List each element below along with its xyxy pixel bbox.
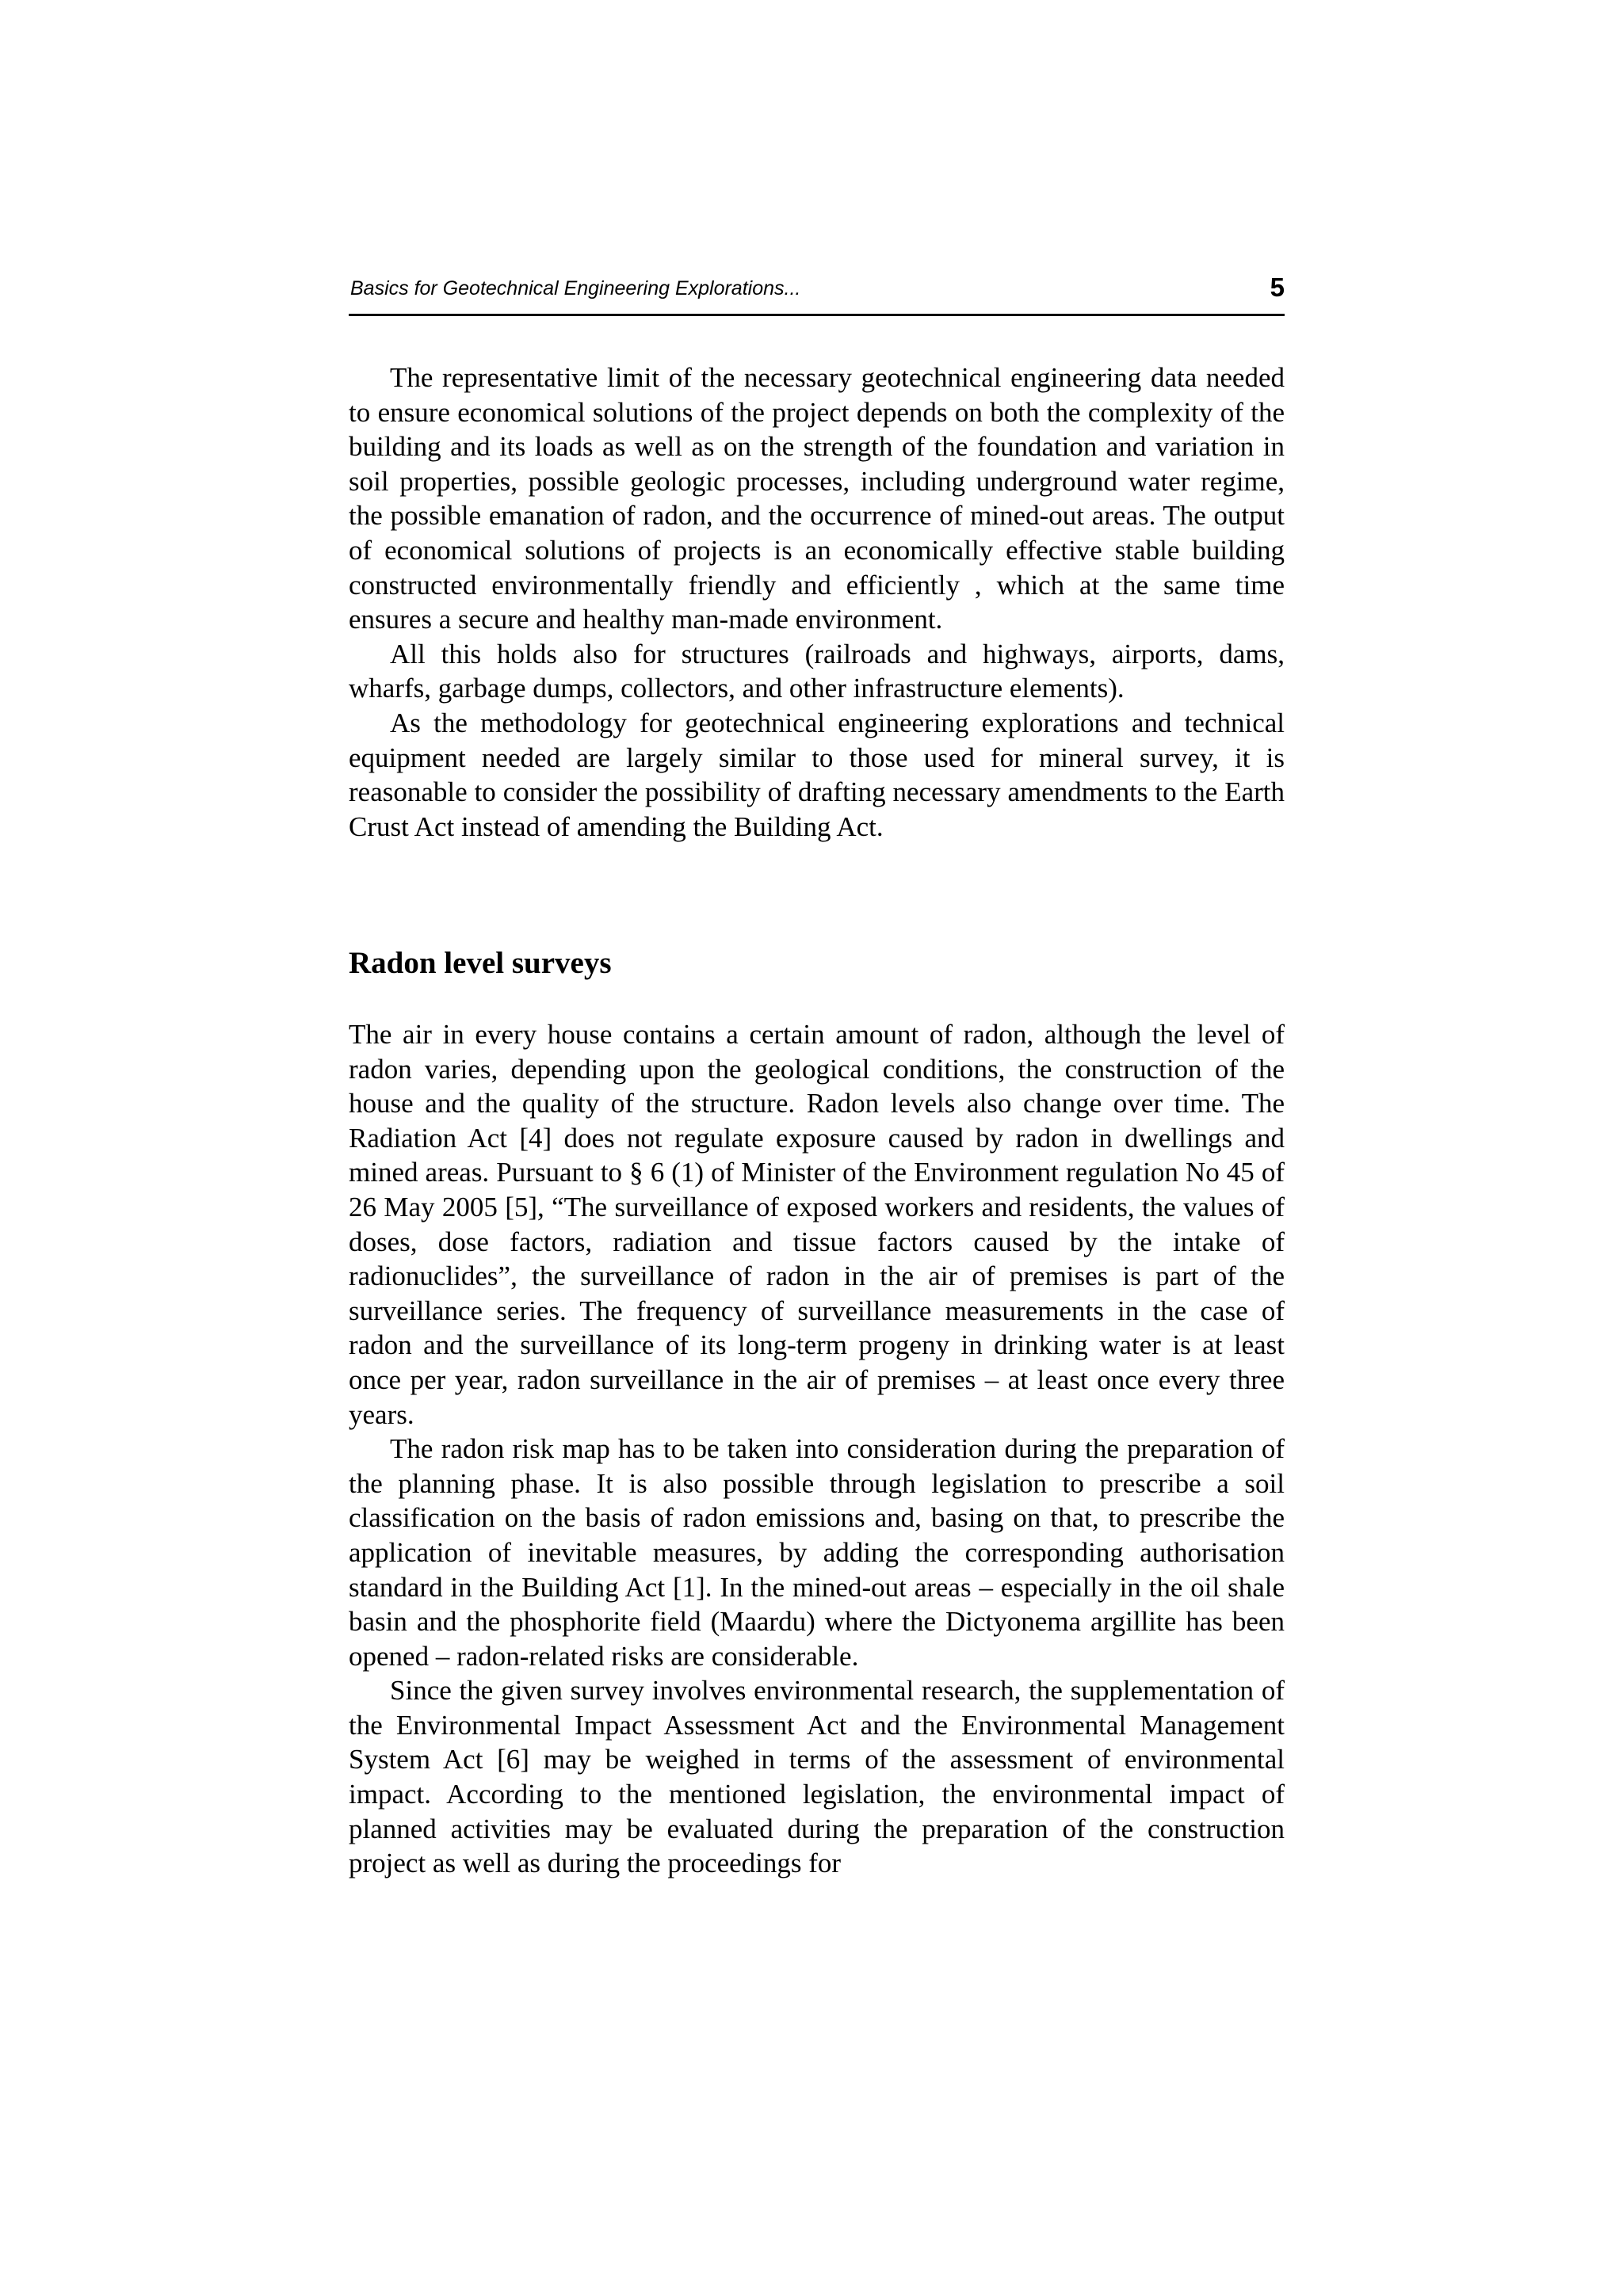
running-header [349,274,1285,316]
paragraph: The representative limit of the necessary geotechnical engineering data needed to ensure economical solutions of the project depends on both the complexity of the building and its loads as well as on the strength of the foundation and variation in soil properties, possible geologic processes, including underground water regime, the possible emanation of radon, and the occurrence of mined-out areas. The output of economical solutions of projects is an economically effective stable building constructed environmentally friendly and efficiently , which at the same time ensures a secure and healthy man-made environment. [349,362,1285,635]
intro-text-block [349,360,1285,844]
paragraph: The radon risk map has to be taken into consideration during the preparation of the planning phase. It is also possible through legislation to prescribe a soil classification on the basis of radon emissions and, basing on that, to prescribe the application of inevitable measures, by adding the corresponding authorisation standard in the Building Act [1]. In the mined-out areas – especially in the oil shale basin and the phosphorite field (Maardu) where the Dictyonema argillite has been opened – radon-related risks are considerable. [349,1433,1285,1672]
running-title: Basics for Geotechnical Engineering Explorations... [350,277,801,299]
section-heading: Radon level surveys [349,946,612,980]
paragraph: As the methodology for geotechnical engineering explorations and technical equipment needed are largely similar to those used for mineral survey, it is reasonable to consider the possibility of drafting necessary amendments to the Earth Crust Act instead of amending the Building Act. [349,707,1285,842]
paragraph: Since the given survey involves environmental research, the supplementation of the Environmental Impact Assessment Act and the Environmental Management System Act [6] may be weighed in terms of the assessment of environmental impact. According to the mentioned legislation, the environmental impact of planned activities may be evaluated during the preparation of the construction project as well as during the proceedings for [349,1675,1285,1879]
page-number: 5 [1270,273,1285,302]
paragraph: The air in every house contains a certain amount of radon, although the level of radon varies, depending upon the geological conditions, the construction of the house and the quality of the structure. Radon levels also change over time. The Radiation Act [4] does not regulate exposure caused by radon in dwellings and mined areas. Pursuant to § 6 (1) of Minister of the Environment regulation No 45 of 26 May 2005 [5], “The surveillance of exposed workers and residents, the values of doses, dose factors, radiation and tissue factors caused by the intake of radionuclides”, the surveillance of radon in the air of premises is part of the surveillance series. The frequency of surveillance measurements in the case of radon and the surveillance of its long-term progeny in drinking water is at least once per year, radon surveillance in the air of premises – at least once every three years. [349,1019,1285,1430]
section-text-block [349,1017,1285,1881]
paragraph: All this holds also for structures (railroads and highways, airports, dams, wharfs, garbage dumps, collectors, and other infrastructure elements). [349,638,1285,704]
